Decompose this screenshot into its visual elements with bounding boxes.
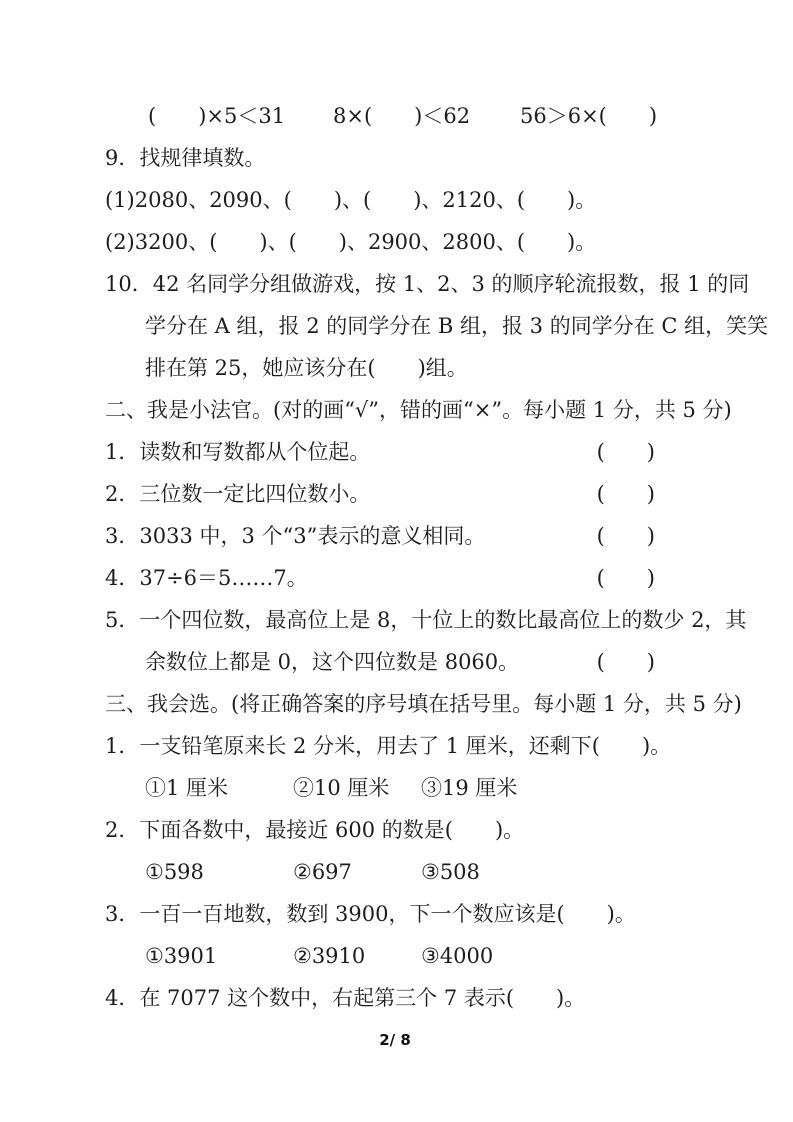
question-9-sub-2: (2)3200、( )、( )、2900、2800、( )。 (105, 230, 597, 254)
judge-item-1-text: 1．读数和写数都从个位起。 (105, 440, 371, 464)
choice-section-heading: 三、我会选。(将正确答案的序号填在括号里。每小题 1 分，共 5 分) (105, 692, 742, 716)
question-10-line-3: 排在第 25，她应该分在( )组。 (145, 356, 468, 380)
fill-blank-expression-3: 56＞6×( ) (520, 104, 658, 128)
judge-item-4 (105, 557, 685, 599)
choice-q1-option-3: ③19 厘米 (421, 776, 518, 800)
page-number: 2/ 8 (379, 1031, 411, 1049)
question-10-line-1: 10．42 名同学分组做游戏，按 1、2、3 的顺序轮流报数，报 1 的同 (105, 272, 750, 296)
judge-item-5-answer-bracket: ( ) (596, 650, 655, 674)
judge-item-2-text: 2．三位数一定比四位数小。 (105, 482, 371, 506)
choice-q3-option-3: ③4000 (421, 944, 494, 968)
judge-item-5-text: 余数位上都是 0，这个四位数是 8060。 (145, 650, 520, 674)
choice-q3-option-2: ②3910 (293, 944, 366, 968)
choice-q1-option-2: ②10 厘米 (293, 776, 390, 800)
fill-blank-expression-2: 8×( )＜62 (333, 104, 471, 128)
question-9-title: 9．找规律填数。 (105, 146, 266, 170)
choice-q1-text: 1．一支铅笔原来长 2 分米，用去了 1 厘米，还剩下( )。 (105, 734, 672, 758)
fill-blank-expression-1: ( )×5＜31 (148, 104, 286, 128)
choice-q1-options (105, 767, 685, 809)
judge-item-3-answer-bracket: ( ) (596, 524, 655, 548)
choice-q2-options (105, 851, 685, 893)
choice-q3-options (105, 935, 685, 977)
fill-blank-row (105, 95, 685, 137)
choice-q2-option-3: ③508 (421, 860, 480, 884)
choice-q1-option-1: ①1 厘米 (145, 776, 229, 800)
choice-q3-option-1: ①3901 (145, 944, 218, 968)
judge-item-2 (105, 473, 685, 515)
judge-item-5-line-1: 5．一个四位数，最高位上是 8，十位上的数比最高位上的数少 2，其 (105, 608, 747, 632)
question-10-line-2: 学分在 A 组，报 2 的同学分在 B 组，报 3 的同学分在 C 组，笑笑 (145, 314, 769, 338)
choice-q4-text: 4．在 7077 这个数中，右起第三个 7 表示( )。 (105, 986, 586, 1010)
judge-item-5-line-2 (105, 641, 685, 683)
choice-q2-text: 2．下面各数中，最接近 600 的数是( )。 (105, 818, 525, 842)
judge-item-1-answer-bracket: ( ) (596, 440, 655, 464)
choice-q2-option-2: ②697 (293, 860, 352, 884)
question-9-sub-1: (1)2080、2090、( )、( )、2120、( )。 (105, 188, 597, 212)
judge-item-1 (105, 431, 685, 473)
judge-section-heading: 二、我是小法官。(对的画“√”，错的画“×”。每小题 1 分，共 5 分) (105, 398, 732, 422)
worksheet-content (105, 95, 769, 1061)
judge-item-4-text: 4．37÷6＝5……7。 (105, 566, 308, 590)
choice-q2-option-1: ①598 (145, 860, 204, 884)
judge-item-3-text: 3．3033 中，3 个“3”表示的意义相同。 (105, 524, 486, 548)
judge-item-2-answer-bracket: ( ) (596, 482, 655, 506)
judge-item-4-answer-bracket: ( ) (596, 566, 655, 590)
judge-item-3 (105, 515, 685, 557)
choice-q3-text: 3．一百一百地数，数到 3900，下一个数应该是( )。 (105, 902, 636, 926)
